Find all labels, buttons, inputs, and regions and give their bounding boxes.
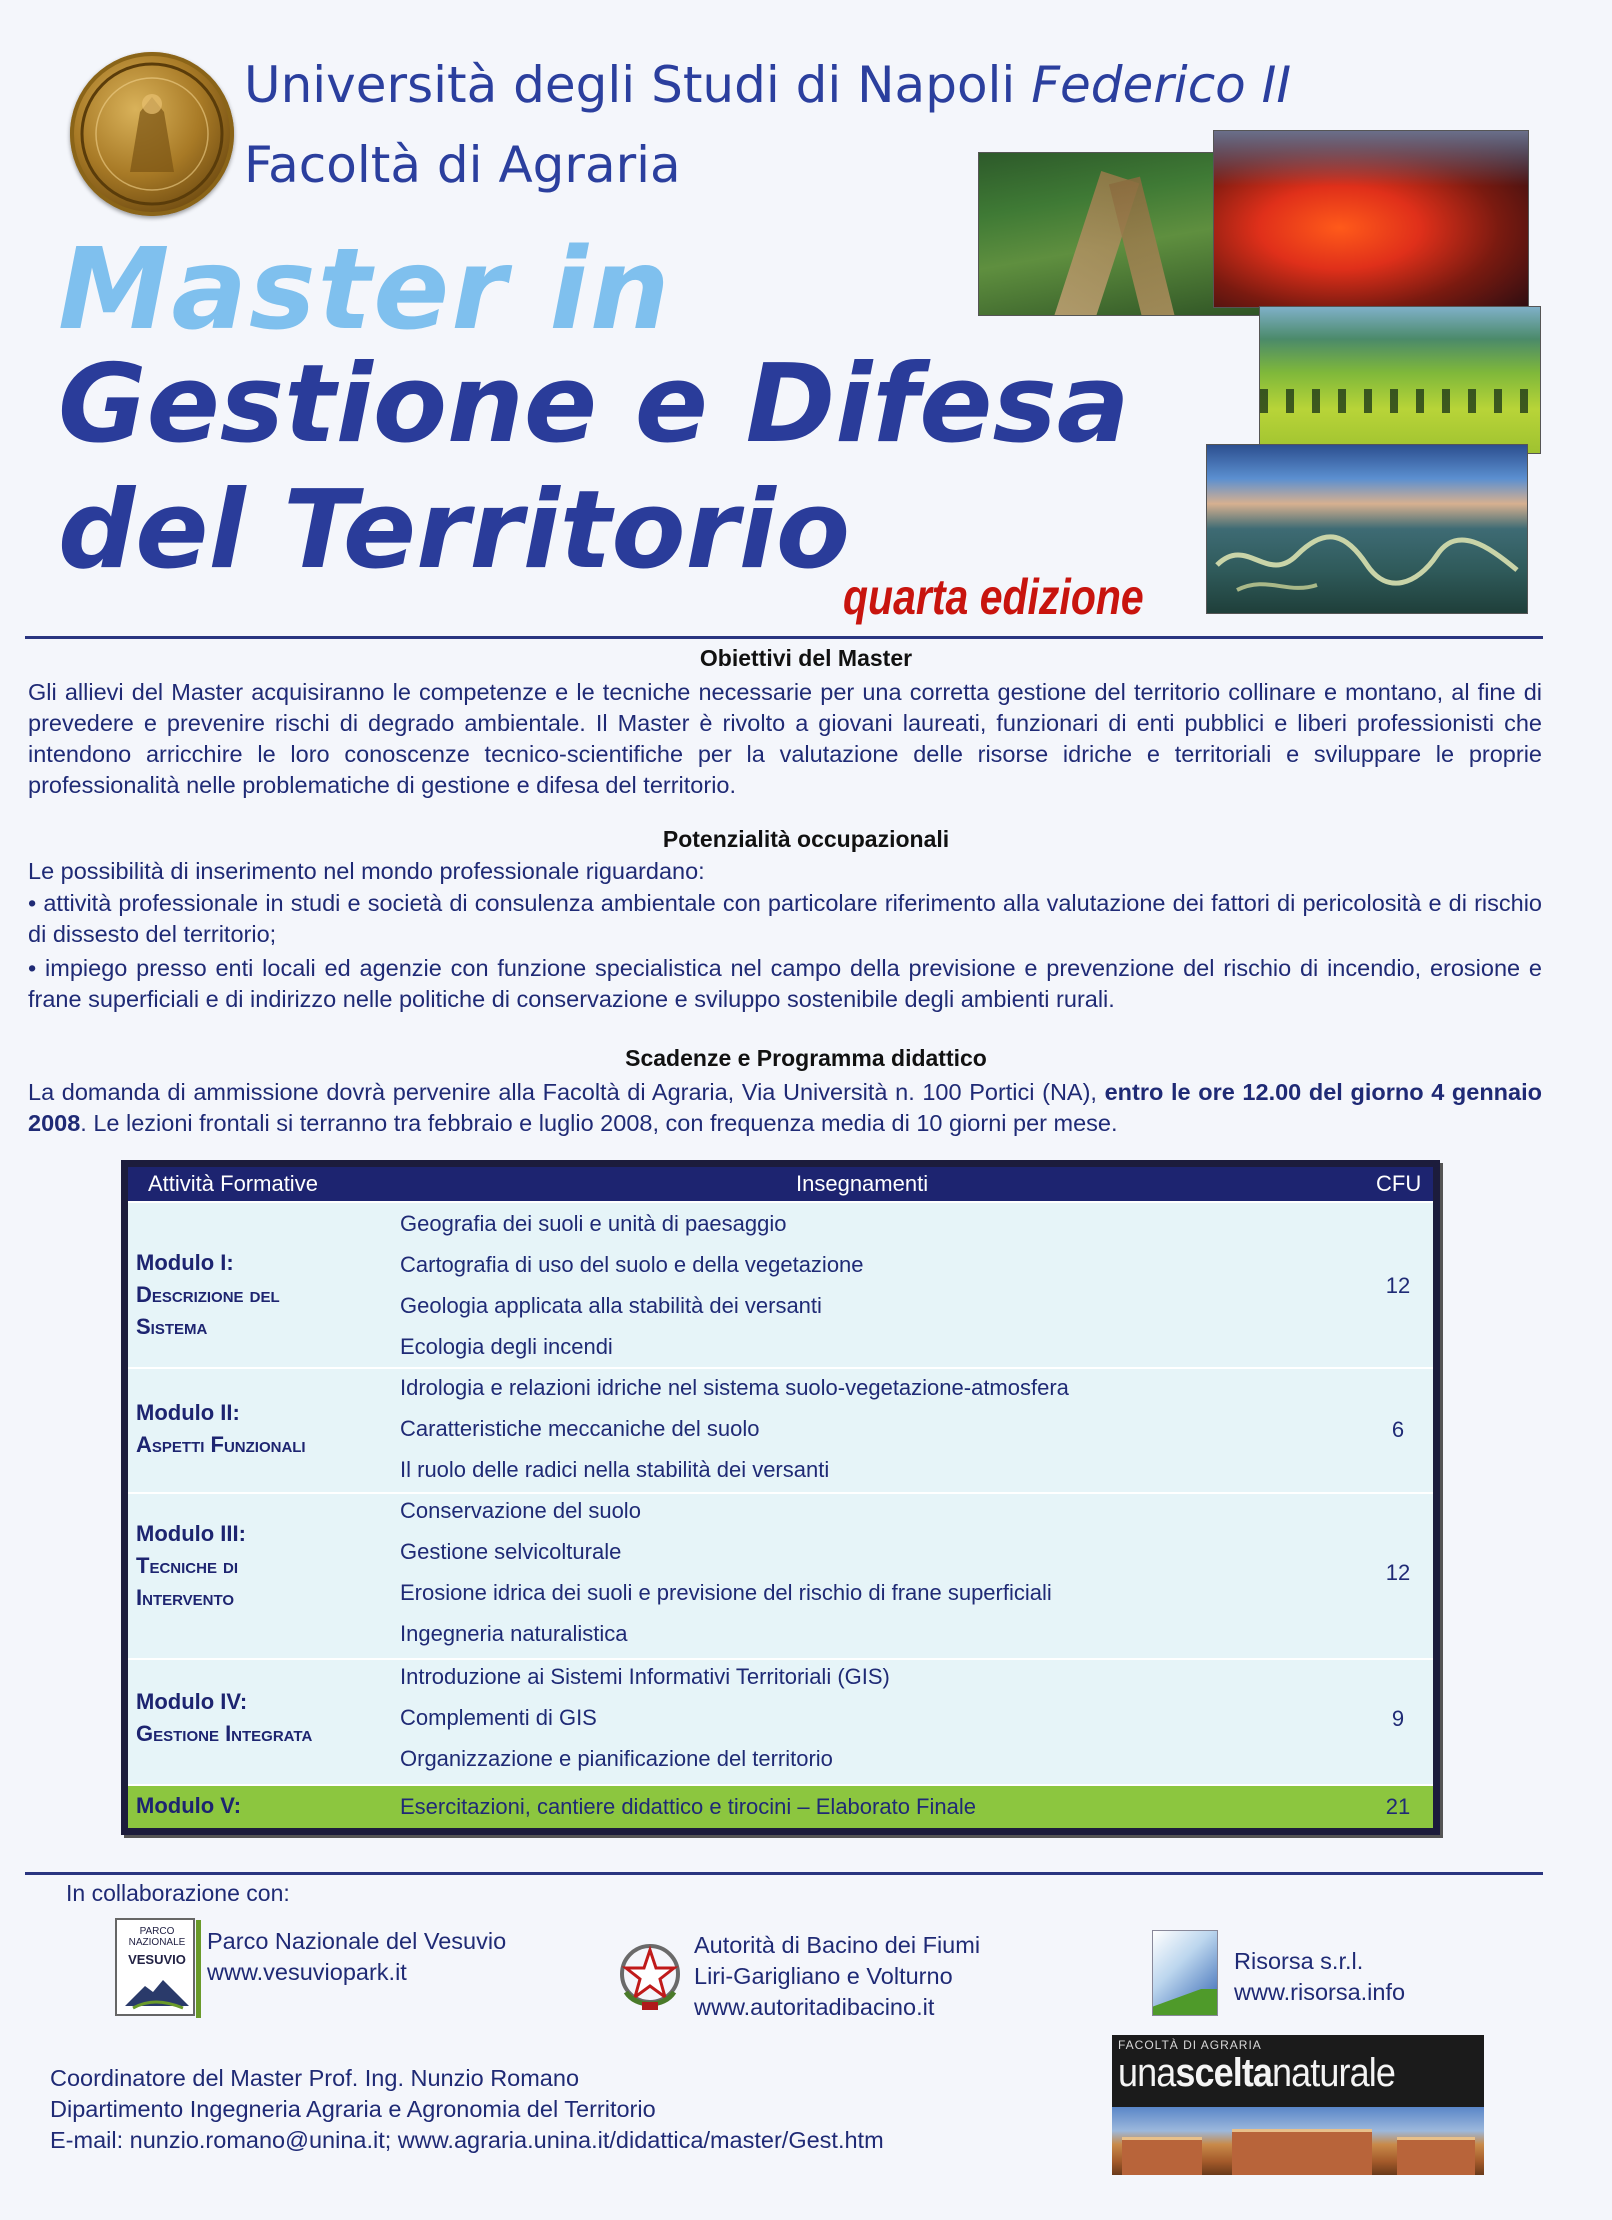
table-header bbox=[128, 1167, 1433, 1201]
deadlines-title: Scadenze e Programma didattico bbox=[625, 1045, 987, 1071]
header-activities: Attività Formative bbox=[148, 1171, 318, 1196]
una-scelta-naturale-banner: FACOLTÀ DI AGRARIA unasceltanaturale bbox=[1112, 2035, 1484, 2175]
module-row bbox=[128, 1784, 1433, 1828]
grassland-photo bbox=[1259, 306, 1541, 454]
occupations-intro: Le possibilità di inserimento nel mondo professionale riguardano: bbox=[28, 858, 705, 884]
river-aerial-photo bbox=[1206, 444, 1528, 614]
course-item: Geografia dei suoli e unità di paesaggio bbox=[400, 1211, 787, 1236]
module-label: Modulo I: Descrizione del Sistema bbox=[136, 1250, 280, 1339]
module-label: Modulo II: Aspetti Funzionali bbox=[136, 1400, 306, 1457]
partner-autorita: Autorità di Bacino dei Fiumi Liri-Garigliano e Volturno www.autoritadibacino.it bbox=[694, 1930, 980, 2023]
module-label: Modulo V: bbox=[136, 1793, 242, 1818]
module-label: Modulo III: Tecniche di Intervento bbox=[136, 1521, 246, 1610]
contact-email[interactable]: E-mail: nunzio.romano@unina.it; www.agraria.unina.it/didattica/master/Gest.htm bbox=[50, 2127, 884, 2153]
module-cfu: 21 bbox=[1385, 1794, 1411, 1819]
course-item: Gestione selvicolturale bbox=[400, 1539, 622, 1564]
course-item: Esercitazioni, cantiere didattico e tirocini – Elaborato Finale bbox=[400, 1794, 976, 1819]
partner-vesuvio-url[interactable]: www.vesuviopark.it bbox=[207, 1959, 407, 1985]
university-seal-icon bbox=[70, 52, 234, 216]
header-courses: Insegnamenti bbox=[796, 1171, 929, 1196]
partner-risorsa-url[interactable]: www.risorsa.info bbox=[1234, 1979, 1406, 2005]
header-divider bbox=[25, 636, 1543, 639]
module-row bbox=[128, 1658, 1433, 1784]
risorsa-logo bbox=[1152, 1930, 1218, 2016]
university-name: Università degli Studi di Napoli Federico II bbox=[244, 56, 1292, 114]
master-in-heading: Master in bbox=[58, 225, 672, 355]
program-table bbox=[121, 1160, 1440, 1835]
header-cfu: CFU bbox=[1376, 1171, 1422, 1196]
partner-autorita-url[interactable]: www.autoritadibacino.it bbox=[694, 1994, 935, 2020]
module-cfu: 6 bbox=[1391, 1417, 1405, 1442]
module-label: Modulo IV: Gestione Integrata bbox=[136, 1689, 313, 1746]
course-item: Caratteristiche meccaniche del suolo bbox=[400, 1416, 760, 1441]
master-title-line1: Gestione e Difesa bbox=[58, 342, 1130, 467]
master-title-line2: del Territorio bbox=[58, 468, 851, 593]
department-name: Dipartimento Ingegneria Agraria e Agronomia del Territorio bbox=[50, 2096, 656, 2122]
course-item: Erosione idrica dei suoli e previsione del rischio di frane superficiali bbox=[400, 1580, 1052, 1605]
partner-risorsa: Risorsa s.r.l. www.risorsa.info bbox=[1234, 1946, 1405, 2008]
occupations-bullet-2: • impiego presso enti locali ed agenzie con funzione specialistica nel campo della previsione e prevenzione del rischio di incendio, erosione e frane superficiali e di indirizzo nelle politiche di conservazione e sviluppo sostenibile degli ambienti rurali. bbox=[28, 955, 1542, 1012]
vesuvio-park-logo: PARCO NAZIONALE VESUVIO bbox=[115, 1918, 195, 2016]
course-item: Conservazione del suolo bbox=[400, 1498, 641, 1523]
module-row bbox=[128, 1492, 1433, 1658]
footer-divider bbox=[25, 1872, 1543, 1875]
coordinator-info bbox=[50, 2063, 884, 2156]
module-row bbox=[128, 1201, 1433, 1367]
wildfire-photo bbox=[1213, 130, 1529, 308]
course-item: Ingegneria naturalistica bbox=[400, 1621, 628, 1646]
course-item: Complementi di GIS bbox=[400, 1705, 597, 1730]
master-title bbox=[58, 342, 1130, 594]
course-item: Geologia applicata alla stabilità dei versanti bbox=[400, 1293, 822, 1318]
republic-emblem-icon bbox=[618, 1942, 682, 2012]
course-item: Introduzione ai Sistemi Informativi Territoriali (GIS) bbox=[400, 1664, 890, 1689]
course-item: Ecologia degli incendi bbox=[400, 1334, 613, 1359]
module-cfu: 12 bbox=[1385, 1560, 1411, 1585]
module-row bbox=[128, 1367, 1433, 1492]
course-item: Cartografia di uso del suolo e della vegetazione bbox=[400, 1252, 864, 1277]
partner-vesuvio: Parco Nazionale del Vesuvio www.vesuviopark.it bbox=[207, 1926, 506, 1988]
edition-label: quarta edizione bbox=[843, 569, 1144, 625]
faculty-name: Facoltà di Agraria bbox=[244, 136, 681, 194]
objectives-text: Gli allievi del Master acquisiranno le competenze e le tecniche necessarie per una corretta gestione del territorio collinare e montano, al fine di prevedere e prevenire rischi di degrado ambientale. Il Master è rivolto a giovani laureati, funzionari di enti pubblici e liberi professionisti che intendono arricchire le loro conoscenze tecnico-scientifiche per la valutazione delle risorse idriche e territoriali e sviluppare le proprie professionalità nelle problematiche di gestione e difesa del territorio. bbox=[28, 679, 1542, 798]
occupations-title: Potenzialità occupazionali bbox=[662, 826, 950, 852]
objectives-title: Obiettivi del Master bbox=[699, 645, 913, 671]
course-item: Idrologia e relazioni idriche nel sistema suolo-vegetazione-atmosfera bbox=[400, 1375, 1069, 1400]
coordinator-name: Coordinatore del Master Prof. Ing. Nunzio Romano bbox=[50, 2065, 580, 2091]
collaboration-label: In collaborazione con: bbox=[66, 1880, 290, 1906]
occupations-bullet-1: • attività professionale in studi e società di consulenza ambientale con particolare riferimento alla valutazione dei fattori di pericolosità e di rischio di dissesto del territorio; bbox=[28, 890, 1542, 947]
module-cfu: 12 bbox=[1385, 1273, 1411, 1298]
module-cfu: 9 bbox=[1391, 1706, 1405, 1731]
course-item: Organizzazione e pianificazione del territorio bbox=[400, 1746, 833, 1771]
deadlines-text: La domanda di ammissione dovrà pervenire alla Facoltà di Agraria, Via Università n. 100 Portici (NA), entro le ore 12.00 del giorno 4 gennaio 2008. Le lezioni frontali si terranno tra febbraio e luglio 2008, con frequenza media di 10 giorni per mese. bbox=[28, 1079, 1542, 1136]
course-item: Il ruolo delle radici nella stabilità dei versanti bbox=[400, 1457, 830, 1482]
brand-slogan: unasceltanaturale bbox=[1118, 2051, 1395, 2095]
palace-photo bbox=[1112, 2107, 1484, 2175]
